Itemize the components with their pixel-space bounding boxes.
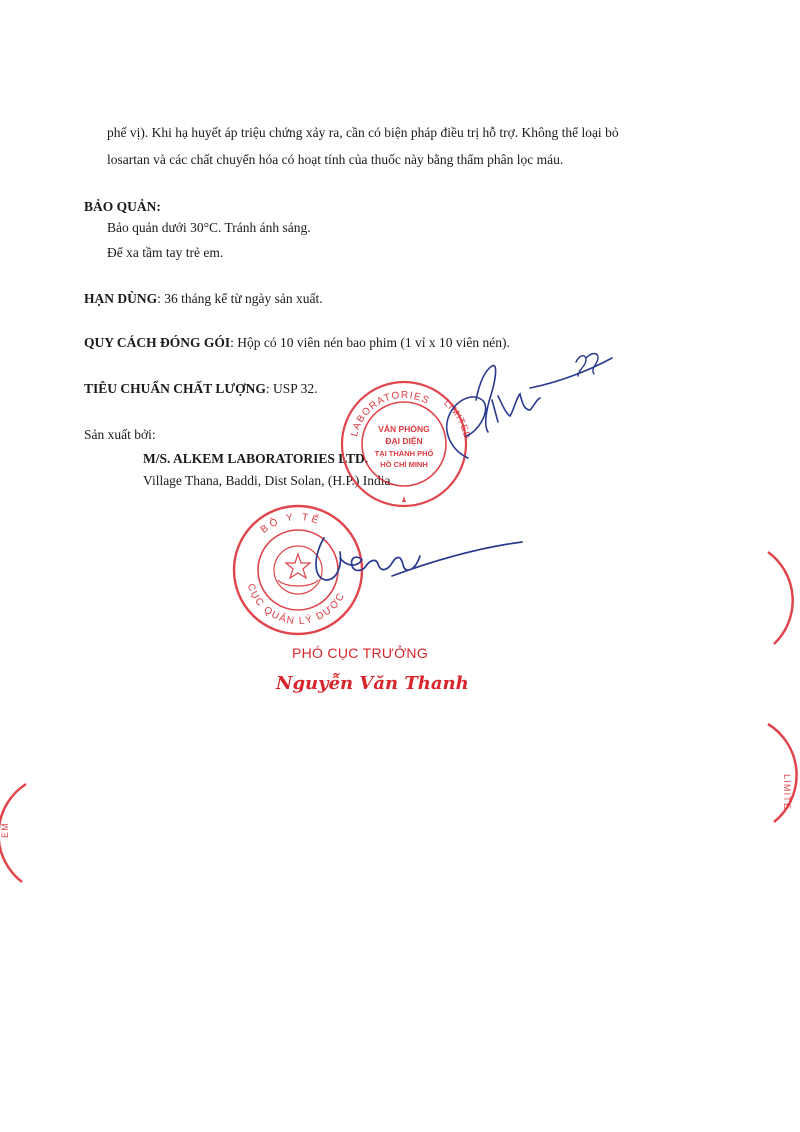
packaging-label: QUY CÁCH ĐÓNG GÓI [84,335,231,350]
representative-signature [380,340,630,470]
packaging-value: : Hộp có 10 viên nén bao phim (1 vỉ x 10 viên nén). [230,335,510,350]
stamp-arc-top: LABORATORIES [348,389,432,438]
quality-label: TIÊU CHUẨN CHẤT LƯỢNG [84,381,266,396]
storage-line-1: Bảo quản dưới 30°C. Tránh ánh sáng. [107,220,311,235]
shelf-life-value: : 36 tháng kể từ ngày sản xuất. [157,291,323,306]
manufacturer-label: Sản xuất bởi: [84,427,156,442]
shelf-life [84,292,323,306]
edge-stamp-right-top [754,544,800,654]
signatory-name: Nguyễn Văn Thanh [276,673,469,694]
shelf-life-label: HẠN DÙNG [84,291,158,306]
stamp-center-2: ĐẠI DIỆN [385,436,423,446]
quality-value: : USP 32. [265,381,318,396]
storage-line-2: Để xa tầm tay trẻ em. [107,245,224,260]
ministry-stamp-bottom: CỤC QUẢN LÝ DƯỢC [244,582,348,628]
stamp-arc-right: LIMITED [442,397,473,441]
official-signature [300,518,530,598]
edge-stamp-left-text: EM [0,822,10,838]
quality-standard [84,382,318,396]
manufacturer-name: M/S. ALKEM LABORATORIES LTD. [143,451,369,466]
manufacturer-address: Village Thana, Baddi, Dist Solan, (H.P.) India. [143,473,394,488]
signatory-title: PHÓ CỤC TRƯỞNG [292,645,429,661]
edge-stamp-right-bottom [748,718,800,828]
edge-stamp-right-text: LIMITE [782,774,792,811]
edge-stamp-left [0,778,40,888]
body-line-1: phế vị). Khi hạ huyết áp triệu chứng xảy ra, cần có biện pháp điều trị hỗ trợ. Không thể loại bỏ [107,125,619,140]
ministry-stamp-top: BỘ Y TẾ [258,511,323,536]
storage-heading: BẢO QUẢN: [84,199,161,214]
stamp-center-4: HỒ CHÍ MINH [380,460,428,469]
stamp-center-1: VĂN PHÒNG [378,424,430,434]
body-line-2: losartan và các chất chuyển hóa có hoạt tính của thuốc này bằng thẩm phân lọc máu. [107,152,564,167]
stamp-center-3: TẠI THÀNH PHỐ [374,449,434,458]
